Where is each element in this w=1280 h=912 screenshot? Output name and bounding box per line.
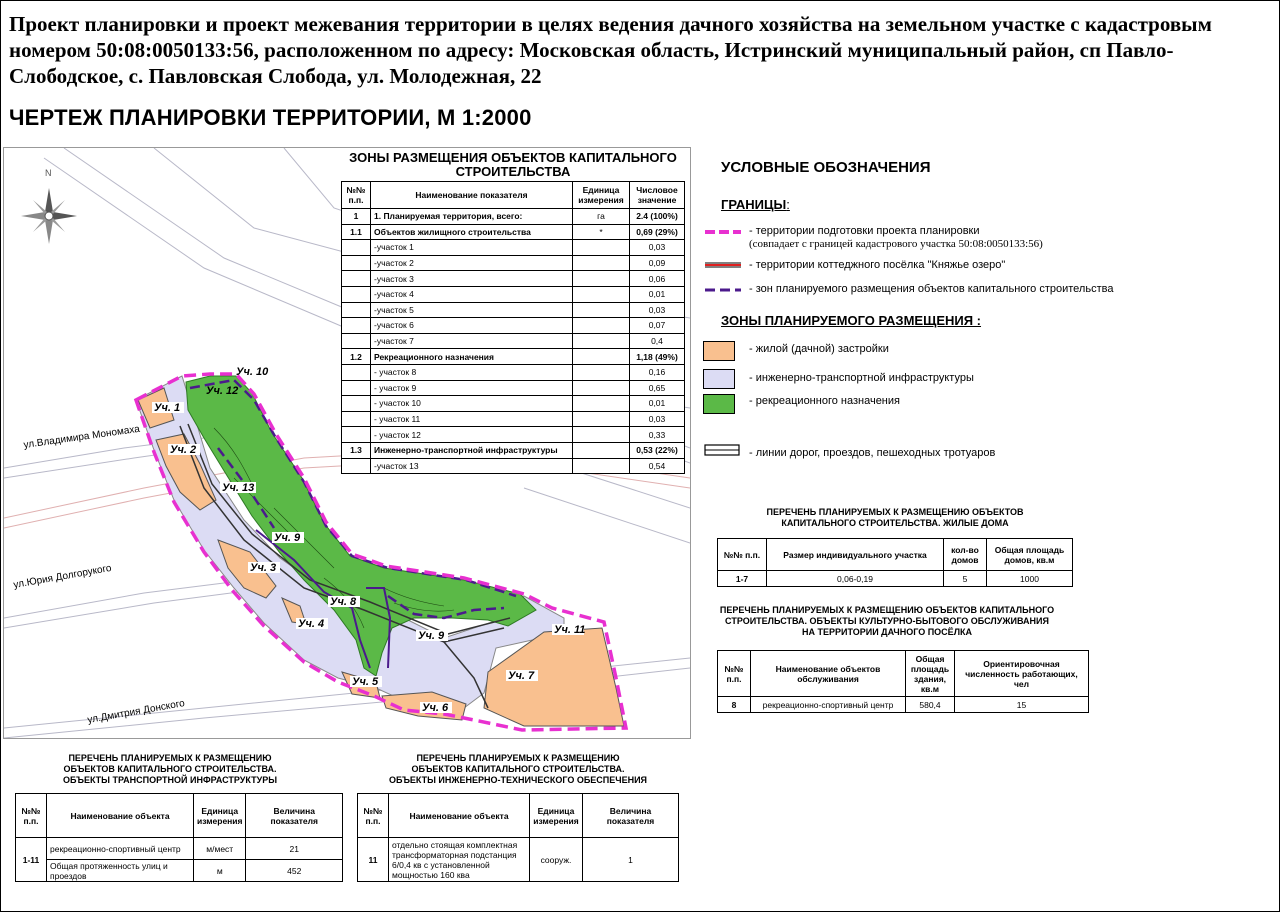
services-cell-staff: 15 bbox=[955, 697, 1089, 713]
table-row bbox=[342, 349, 685, 365]
legend-boundary-project bbox=[749, 225, 1043, 251]
zones-cell-value: 0,03 bbox=[630, 411, 685, 427]
zones-cell-unit bbox=[573, 380, 630, 396]
zones-cell-value: 0,54 bbox=[630, 458, 685, 474]
table-row bbox=[16, 860, 343, 882]
compass-letter: N bbox=[45, 168, 52, 178]
transport-cell-num: 1-11 bbox=[16, 838, 47, 882]
zones-cell-unit: * bbox=[573, 224, 630, 240]
transport-col-name: Наименование объекта bbox=[47, 794, 194, 838]
zones-cell-n bbox=[342, 286, 371, 302]
houses-cell-size: 0,06-0,19 bbox=[767, 571, 944, 587]
table-row bbox=[342, 271, 685, 287]
label-plot-12: Уч. 12 bbox=[206, 385, 239, 397]
zones-col-name: Наименование показателя bbox=[371, 182, 573, 209]
zones-cell-n bbox=[342, 318, 371, 334]
table-row bbox=[342, 380, 685, 396]
zones-cell-unit bbox=[573, 427, 630, 443]
services-col-area: Общая площадь здания, кв.м bbox=[906, 651, 955, 697]
zones-cell-name: Объектов жилищного строительства bbox=[371, 224, 573, 240]
zones-col-value: Числовое значение bbox=[630, 182, 685, 209]
houses-cell-num: 1-7 bbox=[718, 571, 767, 587]
engineering-col-name: Наименование объекта bbox=[389, 794, 530, 838]
legend-pink-line bbox=[703, 227, 743, 237]
page-title: Проект планировки и проект межевания территории в целях ведения дачного хозяйства на земельном участке с кадастровым номером 50:08:0050133:56, расположенном по адресу: Московская область, Истринский муниципальный район, сп Павло-Слободское, с. Павловская Слобода, ул. Молодежная, 22 bbox=[9, 12, 1212, 88]
transport-cell-value-0: 21 bbox=[246, 838, 343, 860]
table-row bbox=[718, 571, 1073, 587]
zones-cell-n: 1.1 bbox=[342, 224, 371, 240]
compass-rose-icon bbox=[21, 188, 77, 244]
zones-cell-value: 0,03 bbox=[630, 240, 685, 256]
services-caption-line3: НА ТЕРРИТОРИИ ДАЧНОГО ПОСЁЛКА bbox=[801, 627, 973, 637]
zones-cell-value: 1,18 (49%) bbox=[630, 349, 685, 365]
zones-cell-value: 0,06 bbox=[630, 271, 685, 287]
legend-swatch-residential bbox=[703, 341, 735, 361]
engineering-col-unit: Единица измерения bbox=[530, 794, 583, 838]
services-col-staff: Ориентировочная численность работающих, чел bbox=[955, 651, 1089, 697]
transport-cell-value-1: 452 bbox=[246, 860, 343, 882]
transport-col-value: Величина показателя bbox=[246, 794, 343, 838]
label-plot-6: Уч. 6 bbox=[422, 702, 449, 714]
street-dmitriya-donskogo: ул.Дмитрия Донского bbox=[86, 698, 186, 726]
services-table-panel bbox=[717, 605, 1089, 713]
label-plot-9b: Уч. 9 bbox=[418, 630, 445, 642]
zones-cell-unit bbox=[573, 333, 630, 349]
legend-swatch-transport bbox=[703, 369, 735, 389]
services-table bbox=[717, 650, 1089, 713]
engineering-col-num: №№ п.п. bbox=[358, 794, 389, 838]
zones-cell-value: 0,53 (22%) bbox=[630, 442, 685, 458]
table-row bbox=[342, 427, 685, 443]
engineering-cell-unit: сооруж. bbox=[530, 838, 583, 882]
zones-cell-n bbox=[342, 411, 371, 427]
transport-cell-name-0: рекреационно-спортивный центр bbox=[47, 838, 194, 860]
zones-cell-n bbox=[342, 458, 371, 474]
zones-cell-unit bbox=[573, 271, 630, 287]
zones-cell-name: - участок 12 bbox=[371, 427, 573, 443]
zones-cell-n bbox=[342, 255, 371, 271]
zones-table-caption: ЗОНЫ РАЗМЕЩЕНИЯ ОБЪЕКТОВ КАПИТАЛЬНОГО СТРОИТЕЛЬСТВА bbox=[349, 150, 677, 179]
label-plot-13: Уч. 13 bbox=[222, 482, 255, 494]
legend-boundary-project-line2: (совпадает с границей кадастрового участка 50:08:0050133:56) bbox=[749, 238, 1043, 250]
transport-caption-line1: ПЕРЕЧЕНЬ ПЛАНИРУЕМЫХ К РАЗМЕЩЕНИЮ bbox=[68, 753, 272, 763]
zones-cell-unit bbox=[573, 458, 630, 474]
zones-cell-name: - участок 8 bbox=[371, 364, 573, 380]
legend-panel bbox=[719, 151, 1259, 471]
zones-col-unit: Единица измерения bbox=[573, 182, 630, 209]
services-col-name: Наименование объектов обслуживания bbox=[751, 651, 906, 697]
houses-col-num: №№ п.п. bbox=[718, 539, 767, 571]
zones-cell-value: 0,4 bbox=[630, 333, 685, 349]
zones-cell-value: 0,07 bbox=[630, 318, 685, 334]
houses-col-area: Общая площадь домов, кв.м bbox=[987, 539, 1073, 571]
legend-boundaries-colon: : bbox=[786, 197, 790, 212]
zones-cell-n bbox=[342, 333, 371, 349]
zones-cell-value: 0,01 bbox=[630, 286, 685, 302]
label-plot-9a: Уч. 9 bbox=[274, 532, 301, 544]
label-plot-2: Уч. 2 bbox=[170, 444, 197, 456]
engineering-cell-name: отдельно стоящая комплектная трансформаторная подстанция 6/0,4 кв с установленной мощностью 160 ква bbox=[389, 838, 530, 882]
houses-cell-count: 5 bbox=[944, 571, 987, 587]
engineering-caption-line2: ОБЪЕКТОВ КАПИТАЛЬНОГО СТРОИТЕЛЬСТВА. bbox=[411, 764, 625, 774]
zones-cell-n bbox=[342, 240, 371, 256]
zones-cell-name: - участок 10 bbox=[371, 396, 573, 412]
zones-cell-name: -участок 5 bbox=[371, 302, 573, 318]
legend-red-line bbox=[703, 260, 743, 270]
transport-table-panel bbox=[15, 753, 343, 882]
services-cell-num: 8 bbox=[718, 697, 751, 713]
zones-cell-value: 0,16 bbox=[630, 364, 685, 380]
table-row bbox=[342, 364, 685, 380]
table-row bbox=[342, 255, 685, 271]
legend-boundaries-title bbox=[721, 197, 790, 212]
zones-cell-name: -участок 3 bbox=[371, 271, 573, 287]
zones-cell-n: 1.2 bbox=[342, 349, 371, 365]
label-plot-3: Уч. 3 bbox=[250, 562, 277, 574]
houses-table bbox=[717, 538, 1073, 587]
zones-cell-name: Рекреационного назначения bbox=[371, 349, 573, 365]
legend-purple-line bbox=[703, 285, 743, 295]
engineering-table-caption bbox=[357, 753, 679, 786]
houses-table-caption bbox=[717, 507, 1073, 529]
zones-cell-value: 2.4 (100%) bbox=[630, 209, 685, 225]
zones-cell-n bbox=[342, 271, 371, 287]
engineering-caption-line3: ОБЪЕКТЫ ИНЖЕНЕРНО-ТЕХНИЧЕСКОГО ОБЕСПЕЧЕНИЯ bbox=[388, 775, 648, 785]
transport-cell-name-1: Общая протяженность улиц и проездов bbox=[47, 860, 194, 882]
services-caption-line1: ПЕРЕЧЕНЬ ПЛАНИРУЕМЫХ К РАЗМЕЩЕНИЮ ОБЪЕКТОВ КАПИТАЛЬНОГО bbox=[719, 605, 1055, 615]
services-table-caption bbox=[717, 605, 1057, 638]
table-row bbox=[16, 838, 343, 860]
legend-boundaries-text: ГРАНИЦЫ bbox=[721, 197, 787, 212]
zones-cell-unit bbox=[573, 286, 630, 302]
table-row bbox=[358, 838, 679, 882]
transport-caption-line3: ОБЪЕКТЫ ТРАНСПОРТНОЙ ИНФРАСТРУКТУРЫ bbox=[62, 775, 278, 785]
zones-col-num: №№ п.п. bbox=[342, 182, 371, 209]
zones-cell-unit bbox=[573, 240, 630, 256]
legend-title: УСЛОВНЫЕ ОБОЗНАЧЕНИЯ bbox=[721, 159, 931, 176]
table-row bbox=[342, 442, 685, 458]
table-row bbox=[342, 286, 685, 302]
zones-table bbox=[341, 181, 685, 474]
zones-cell-value: 0,33 bbox=[630, 427, 685, 443]
zones-cell-n bbox=[342, 427, 371, 443]
transport-caption-line2: ОБЪЕКТОВ КАПИТАЛЬНОГО СТРОИТЕЛЬСТВА. bbox=[63, 764, 277, 774]
zones-cell-name: -участок 6 bbox=[371, 318, 573, 334]
zones-cell-unit bbox=[573, 396, 630, 412]
legend-road-line bbox=[703, 443, 743, 457]
legend-zones-title: ЗОНЫ ПЛАНИРУЕМОГО РАЗМЕЩЕНИЯ : bbox=[721, 313, 982, 328]
label-plot-4: Уч. 4 bbox=[298, 618, 325, 630]
engineering-col-value: Величина показателя bbox=[583, 794, 679, 838]
transport-col-num: №№ п.п. bbox=[16, 794, 47, 838]
table-row bbox=[342, 411, 685, 427]
table-row bbox=[342, 333, 685, 349]
zones-cell-unit bbox=[573, 411, 630, 427]
zones-cell-n bbox=[342, 302, 371, 318]
table-row bbox=[342, 224, 685, 240]
zones-cell-unit bbox=[573, 318, 630, 334]
zones-cell-value: 0,09 bbox=[630, 255, 685, 271]
engineering-table bbox=[357, 793, 679, 882]
zones-cell-name: -участок 13 bbox=[371, 458, 573, 474]
zones-cell-name: -участок 4 bbox=[371, 286, 573, 302]
zones-cell-unit: га bbox=[573, 209, 630, 225]
transport-table-caption bbox=[15, 753, 325, 786]
zones-cell-value: 0,01 bbox=[630, 396, 685, 412]
zones-table-body bbox=[342, 209, 685, 474]
zones-cell-unit bbox=[573, 302, 630, 318]
engineering-cell-num: 11 bbox=[358, 838, 389, 882]
table-row bbox=[718, 697, 1089, 713]
transport-cell-unit-0: м/мест bbox=[194, 838, 246, 860]
table-row bbox=[342, 209, 685, 225]
zones-cell-name: -участок 1 bbox=[371, 240, 573, 256]
label-plot-1: Уч. 1 bbox=[154, 402, 181, 414]
legend-roads: - линии дорог, проездов, пешеходных тротуаров bbox=[749, 447, 996, 459]
engineering-caption-line1: ПЕРЕЧЕНЬ ПЛАНИРУЕМЫХ К РАЗМЕЩЕНИЮ bbox=[416, 753, 620, 763]
label-plot-10: Уч. 10 bbox=[236, 366, 269, 378]
legend-boundary-zones: - зон планируемого размещения объектов капитального строительства bbox=[749, 283, 1114, 295]
services-cell-name: рекреационно-спортивный центр bbox=[751, 697, 906, 713]
transport-col-unit: Единица измерения bbox=[194, 794, 246, 838]
zones-cell-unit bbox=[573, 442, 630, 458]
zones-cell-n bbox=[342, 380, 371, 396]
services-col-num: №№ п.п. bbox=[718, 651, 751, 697]
label-plot-5: Уч. 5 bbox=[352, 676, 379, 688]
legend-swatch-recreation bbox=[703, 394, 735, 414]
legend-boundary-project-line1: - территории подготовки проекта планировки bbox=[749, 225, 980, 237]
label-plot-11: Уч. 11 bbox=[554, 624, 586, 636]
zones-cell-n bbox=[342, 364, 371, 380]
zones-cell-n bbox=[342, 396, 371, 412]
legend-boundary-cottage: - территории коттеджного посёлка "Княжье озеро" bbox=[749, 259, 1006, 271]
zones-cell-unit bbox=[573, 255, 630, 271]
houses-cell-area: 1000 bbox=[987, 571, 1073, 587]
services-caption-line2: СТРОИТЕЛЬСТВА. ОБЪЕКТЫ КУЛЬТУРНО-БЫТОВОГО ОБСЛУЖИВАНИЯ bbox=[725, 616, 1049, 626]
houses-table-panel bbox=[717, 507, 1073, 587]
engineering-cell-value: 1 bbox=[583, 838, 679, 882]
legend-zone-recreation: - рекреационного назначения bbox=[749, 395, 900, 407]
street-yuriya-dolgorukogo: ул.Юрия Долгорукого bbox=[12, 562, 113, 591]
label-plot-8: Уч. 8 bbox=[330, 596, 357, 608]
houses-col-count: кол-во домов bbox=[944, 539, 987, 571]
zones-cell-name: - участок 11 bbox=[371, 411, 573, 427]
zones-cell-value: 0,03 bbox=[630, 302, 685, 318]
zones-cell-value: 0,69 (29%) bbox=[630, 224, 685, 240]
houses-caption-line1: ПЕРЕЧЕНЬ ПЛАНИРУЕМЫХ К РАЗМЕЩЕНИЮ ОБЪЕКТОВ bbox=[766, 507, 1024, 517]
zones-cell-unit bbox=[573, 349, 630, 365]
engineering-table-panel bbox=[357, 753, 679, 882]
street-vladimira-monomakha: ул.Владимира Мономаха bbox=[22, 423, 141, 451]
zones-cell-name: -участок 2 bbox=[371, 255, 573, 271]
drawing-subtitle: ЧЕРТЕЖ ПЛАНИРОВКИ ТЕРРИТОРИИ, М 1:2000 bbox=[9, 105, 532, 130]
zones-cell-n: 1.3 bbox=[342, 442, 371, 458]
zones-cell-name: - участок 9 bbox=[371, 380, 573, 396]
table-row bbox=[342, 458, 685, 474]
legend-zone-transport: - инженерно-транспортной инфраструктуры bbox=[749, 372, 974, 384]
services-cell-area: 580,4 bbox=[906, 697, 955, 713]
zones-cell-value: 0,65 bbox=[630, 380, 685, 396]
zones-cell-name: -участок 7 bbox=[371, 333, 573, 349]
legend-zone-residential: - жилой (дачной) застройки bbox=[749, 343, 889, 355]
label-plot-7: Уч. 7 bbox=[508, 670, 535, 682]
zones-table-panel bbox=[341, 149, 685, 474]
houses-caption-line2: КАПИТАЛЬНОГО СТРОИТЕЛЬСТВА. ЖИЛЫЕ ДОМА bbox=[781, 518, 1009, 528]
houses-col-size: Размер индивидуального участка bbox=[767, 539, 944, 571]
zones-cell-name: Инженерно-транспортной инфраструктуры bbox=[371, 442, 573, 458]
transport-table bbox=[15, 793, 343, 882]
table-row bbox=[342, 396, 685, 412]
table-row bbox=[342, 240, 685, 256]
transport-cell-unit-1: м bbox=[194, 860, 246, 882]
zones-cell-unit bbox=[573, 364, 630, 380]
zones-cell-n: 1 bbox=[342, 209, 371, 225]
zones-cell-name: 1. Планируемая территория, всего: bbox=[371, 209, 573, 225]
table-row bbox=[342, 318, 685, 334]
table-row bbox=[342, 302, 685, 318]
